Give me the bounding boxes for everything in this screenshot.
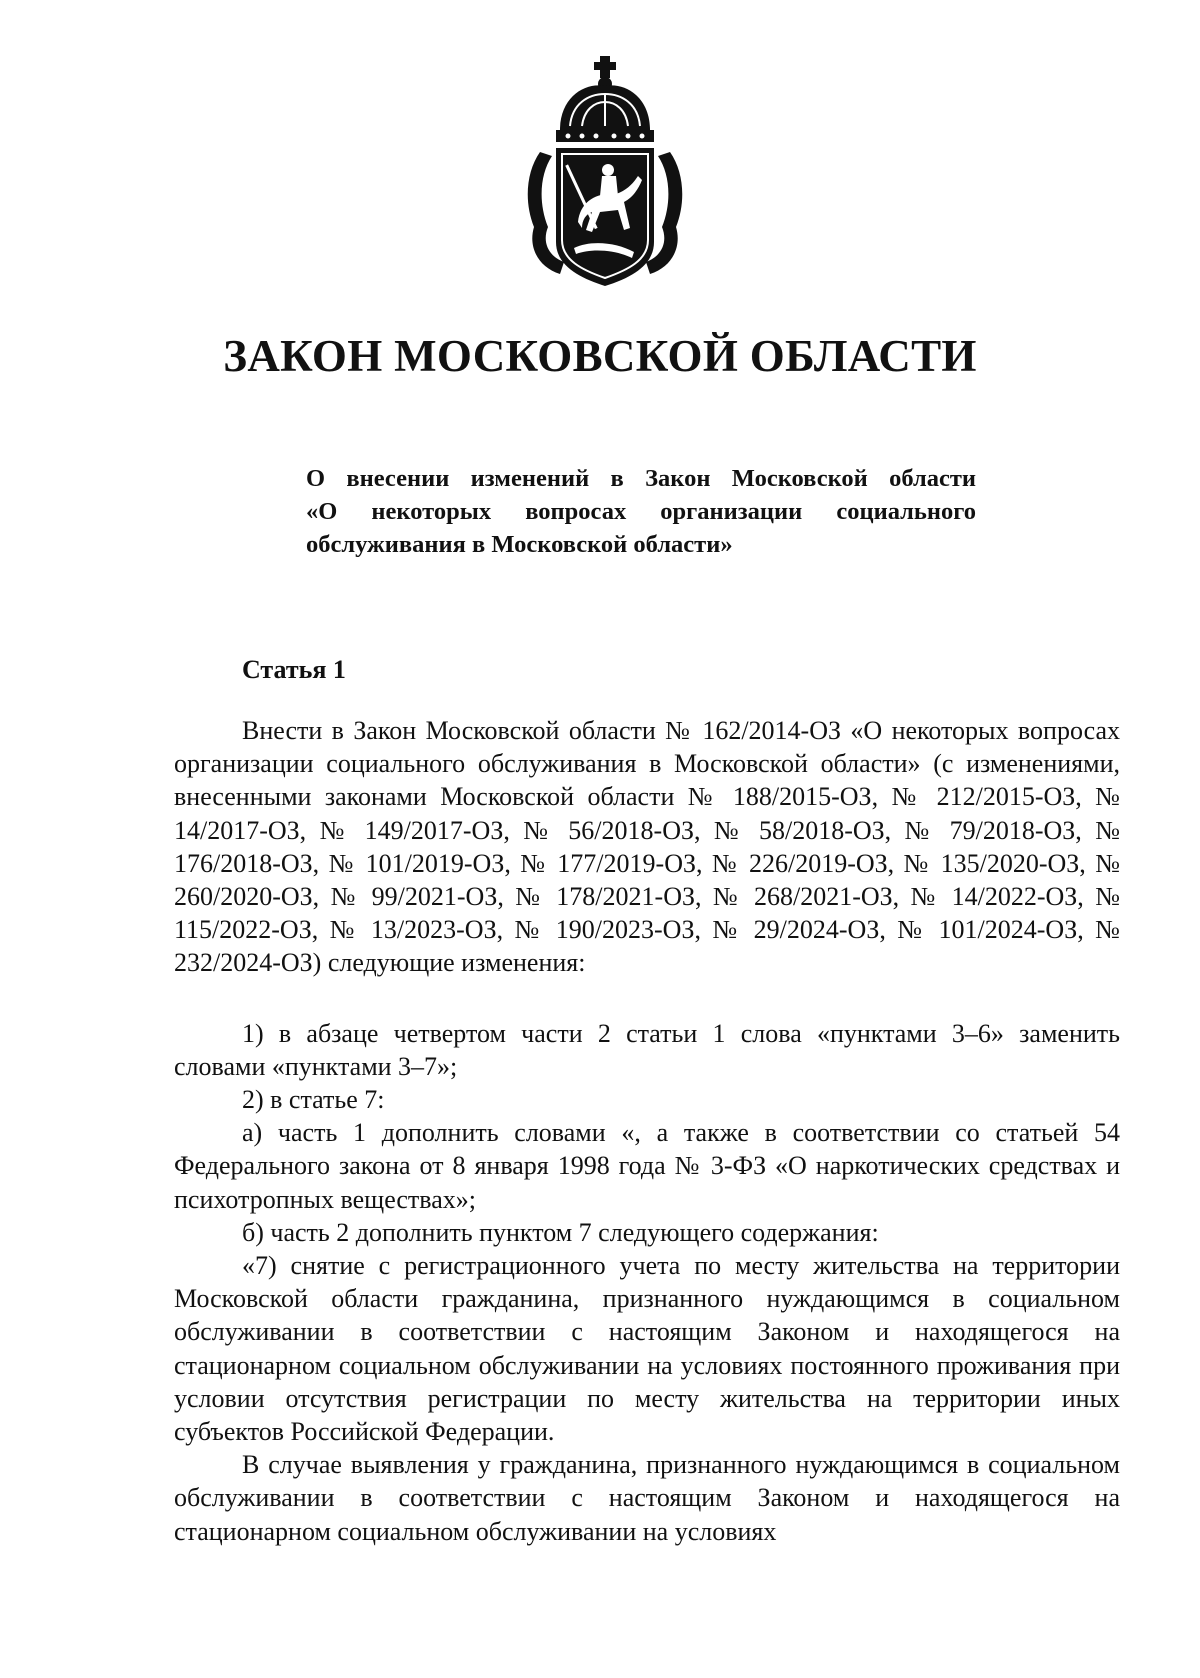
article-paragraph: Внести в Закон Московской области № 162/2014-ОЗ «О некоторых вопросах организации социального обслуживания в Московской области» (с изменениями, внесенными законами Московской области № 188/2015-ОЗ, № 212/2015-ОЗ, № 14/2017-ОЗ, № 149/2017-ОЗ, № 56/2018-ОЗ, № 58/2018-ОЗ, № 79/2018-ОЗ, № 176/2018-ОЗ, № 101/2019-ОЗ, № 177/2019-ОЗ, № 226/2019-ОЗ, № 135/2020-ОЗ, № 260/2020-ОЗ, № 99/2021-ОЗ, № 178/2021-ОЗ, № 268/2021-ОЗ, № 14/2022-ОЗ, № 115/2022-ОЗ, № 13/2023-ОЗ, № 190/2023-ОЗ, № 29/2024-ОЗ, № 101/2024-ОЗ, № 232/2024-ОЗ) следующие изменения: — [174, 716, 1120, 978]
law-subject-line: обслуживания в Московской области» — [306, 531, 733, 558]
article-paragraph: 1) в абзаце четвертом части 2 статьи 1 слова «пунктами 3–6» заменить словами «пунктами 3–7»; — [174, 1018, 1120, 1081]
article-body — [174, 714, 1120, 1548]
article-heading: Статья 1 — [242, 655, 346, 684]
law-subject-line: «О некоторых вопросах организации социального — [306, 498, 976, 525]
article-paragraph: б) часть 2 дополнить пунктом 7 следующего содержания: — [242, 1217, 879, 1247]
law-subject-line: О внесении изменений в Закон Московской области — [306, 465, 976, 492]
article-paragraph: «7) снятие с регистрационного учета по месту жительства на территории Московской области гражданина, признанного нуждающимся в социальном обслуживании в соответствии с настоящим Законом и находящегося на стационарном социальном обслуживании на условиях постоянного проживания при условии отсутствия регистрации по месту жительства на территории иных субъектов Российской Федерации. — [174, 1251, 1120, 1447]
moscow-oblast-coat-of-arms-icon — [520, 52, 690, 292]
article-paragraph: 2) в статье 7: — [242, 1085, 385, 1115]
article-paragraph: а) часть 1 дополнить словами «, а также в соответствии со статьей 54 Федерального закона от 8 января 1998 года № 3-ФЗ «О наркотических средствах и психотропных веществах»; — [174, 1118, 1120, 1214]
law-title: ЗАКОН МОСКОВСКОЙ ОБЛАСТИ — [223, 331, 977, 381]
law-subject — [306, 462, 976, 561]
article-paragraph: В случае выявления у гражданина, признанного нуждающимся в социальном обслуживании в соответствии с настоящим Законом и находящегося на стационарном социальном обслуживании на условиях — [174, 1450, 1120, 1546]
